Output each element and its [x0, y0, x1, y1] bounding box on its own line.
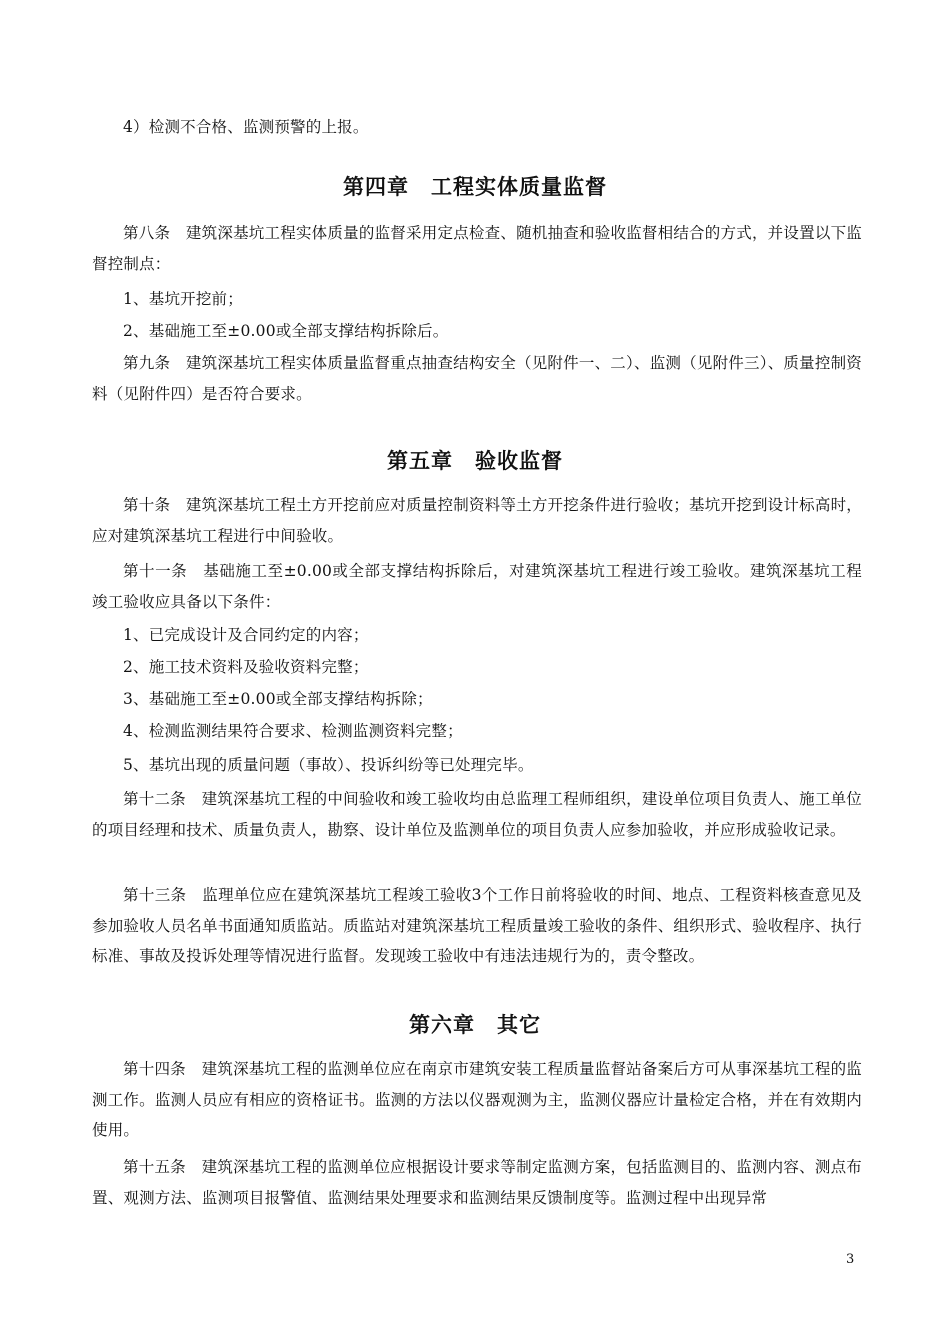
chapter-heading: 第六章 其它 — [409, 1013, 541, 1037]
chapter-heading: 第四章 工程实体质量监督 — [343, 175, 607, 199]
page-number: 3 — [846, 1252, 855, 1267]
chapter-heading: 第五章 验收监督 — [387, 449, 563, 473]
list-item: 4、检测监测结果符合要求、检测监测资料完整； — [123, 722, 463, 740]
article-paragraph: 第十一条 基础施工至±0.00或全部支撑结构拆除后，对建筑深基坑工程进行竣工验收。建筑深基坑工程竣工验收应具备以下条件： — [92, 562, 862, 611]
article-paragraph: 第十四条 建筑深基坑工程的监测单位应在南京市建筑安装工程质量监督站备案后方可从事深基坑工程的监测工作。监测人员应有相应的资格证书。监测的方法以仪器观测为主，监测仪器应计量检定合格，并在有效期内使用。 — [92, 1060, 862, 1139]
article-paragraph: 第十五条 建筑深基坑工程的监测单位应根据设计要求等制定监测方案，包括监测目的、监测内容、测点布置、观测方法、监测项目报警值、监测结果处理要求和监测结果反馈制度等。监测过程中出现异常 — [92, 1158, 862, 1207]
article-paragraph: 第十二条 建筑深基坑工程的中间验收和竣工验收均由总监理工程师组织，建设单位项目负责人、施工单位的项目经理和技术、质量负责人，勘察、设计单位及监测单位的项目负责人应参加验收，并应形成验收记录。 — [92, 790, 862, 839]
list-item: 3、基础施工至±0.00或全部支撑结构拆除； — [123, 690, 433, 708]
list-item: 2、基础施工至±0.00或全部支撑结构拆除后。 — [123, 322, 449, 340]
list-item: 2、施工技术资料及验收资料完整； — [123, 658, 369, 676]
list-item: 4）检测不合格、监测预警的上报。 — [123, 118, 369, 136]
list-item: 5、基坑出现的质量问题（事故）、投诉纠纷等已处理完毕。 — [123, 756, 534, 774]
list-item: 1、已完成设计及合同约定的内容； — [123, 626, 369, 644]
article-paragraph: 第八条 建筑深基坑工程实体质量的监督采用定点检查、随机抽查和验收监督相结合的方式，并设置以下监督控制点： — [92, 224, 862, 273]
article-paragraph: 第九条 建筑深基坑工程实体质量监督重点抽查结构安全（见附件一、二）、监测（见附件三）、质量控制资料（见附件四）是否符合要求。 — [92, 354, 862, 403]
article-paragraph: 第十条 建筑深基坑工程土方开挖前应对质量控制资料等土方开挖条件进行验收；基坑开挖到设计标高时，应对建筑深基坑工程进行中间验收。 — [92, 496, 862, 545]
list-item: 1、基坑开挖前； — [123, 290, 243, 308]
article-paragraph: 第十三条 监理单位应在建筑深基坑工程竣工验收3个工作日前将验收的时间、地点、工程资料核查意见及参加验收人员名单书面通知质监站。质监站对建筑深基坑工程质量竣工验收的条件、组织形式、验收程序、执行标准、事故及投诉处理等情况进行监督。发现竣工验收中有违法违规行为的，责令整改。 — [92, 886, 862, 965]
